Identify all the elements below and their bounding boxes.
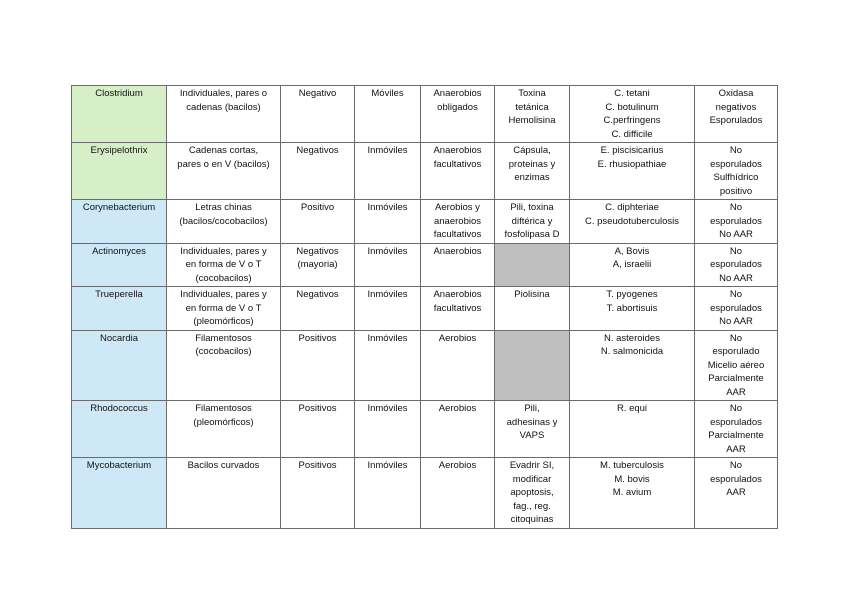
gram-cell: Negativo	[281, 86, 355, 143]
other-traits-cell: No esporulados No AAR	[695, 200, 778, 244]
morphology-cell: Bacilos curvados	[167, 458, 281, 529]
species-cell: E. piscisicarius E. rhusiopathiae	[570, 143, 695, 200]
gram-cell: Positivos	[281, 458, 355, 529]
motility-cell: Inmóviles	[355, 200, 421, 244]
genus-cell: Rhodococcus	[72, 401, 167, 458]
motility-cell: Inmóviles	[355, 330, 421, 401]
table-row	[72, 458, 778, 529]
virulence-cell: Toxina tetánica Hemolisina	[495, 86, 570, 143]
table-row	[72, 287, 778, 331]
motility-cell: Inmóviles	[355, 401, 421, 458]
gram-cell: Positivos	[281, 330, 355, 401]
other-traits-cell: No esporulados No AAR	[695, 243, 778, 287]
morphology-cell: Individuales, pares o cadenas (bacilos)	[167, 86, 281, 143]
empty-cell	[495, 243, 570, 287]
genus-cell: Trueperella	[72, 287, 167, 331]
morphology-cell: Filamentosos (pleomórficos)	[167, 401, 281, 458]
genus-cell: Corynebacterium	[72, 200, 167, 244]
gram-cell: Positivo	[281, 200, 355, 244]
species-cell: M. tuberculosis M. bovis M. avium	[570, 458, 695, 529]
morphology-cell: Individuales, pares y en forma de V o T (pleomórficos)	[167, 287, 281, 331]
genus-cell: Clostridium	[72, 86, 167, 143]
genus-cell: Erysipelothrix	[72, 143, 167, 200]
bacteria-comparison-table	[71, 85, 778, 529]
motility-cell: Inmóviles	[355, 243, 421, 287]
oxygen-cell: Aerobios	[421, 401, 495, 458]
table-row	[72, 243, 778, 287]
morphology-cell: Filamentosos (cocobacilos)	[167, 330, 281, 401]
oxygen-cell: Anaerobios facultativos	[421, 287, 495, 331]
motility-cell: Inmóviles	[355, 458, 421, 529]
motility-cell: Inmóviles	[355, 287, 421, 331]
virulence-cell: Cápsula, proteinas y enzimas	[495, 143, 570, 200]
virulence-cell: Pili, toxina diftérica y fosfolipasa D	[495, 200, 570, 244]
species-cell: R. equi	[570, 401, 695, 458]
oxygen-cell: Anaerobios	[421, 243, 495, 287]
gram-cell: Negativos	[281, 287, 355, 331]
species-cell: C. tetani C. botulinum C.perfringens C. difficile	[570, 86, 695, 143]
other-traits-cell: No esporulados No AAR	[695, 287, 778, 331]
table-row	[72, 200, 778, 244]
table-row	[72, 143, 778, 200]
genus-cell: Actinomyces	[72, 243, 167, 287]
virulence-cell: Piolisina	[495, 287, 570, 331]
other-traits-cell: No esporulado Micelio aéreo Parcialmente AAR	[695, 330, 778, 401]
gram-cell: Negativos (mayoria)	[281, 243, 355, 287]
genus-cell: Mycobacterium	[72, 458, 167, 529]
genus-cell: Nocardia	[72, 330, 167, 401]
oxygen-cell: Anaerobios facultativos	[421, 143, 495, 200]
motility-cell: Móviles	[355, 86, 421, 143]
other-traits-cell: No esporulados AAR	[695, 458, 778, 529]
virulence-cell: Evadrir SI, modificar apoptosis, fag., reg. citoquinas	[495, 458, 570, 529]
morphology-cell: Cadenas cortas, pares o en V (bacilos)	[167, 143, 281, 200]
motility-cell: Inmóviles	[355, 143, 421, 200]
other-traits-cell: No esporulados Parcialmente AAR	[695, 401, 778, 458]
oxygen-cell: Anaerobios obligados	[421, 86, 495, 143]
species-cell: C. diphteriae C. pseudotuberculosis	[570, 200, 695, 244]
table-row	[72, 330, 778, 401]
empty-cell	[495, 330, 570, 401]
table-row	[72, 401, 778, 458]
table-row	[72, 86, 778, 143]
virulence-cell: Pili, adhesinas y VAPS	[495, 401, 570, 458]
species-cell: T. pyogenes T. abortisuis	[570, 287, 695, 331]
gram-cell: Positivos	[281, 401, 355, 458]
other-traits-cell: No esporulados Sulfhídrico positivo	[695, 143, 778, 200]
species-cell: N. asteroides N. salmonicida	[570, 330, 695, 401]
oxygen-cell: Aerobios y anaerobios facultativos	[421, 200, 495, 244]
species-cell: A, Bovis A, israelii	[570, 243, 695, 287]
gram-cell: Negativos	[281, 143, 355, 200]
oxygen-cell: Aerobios	[421, 458, 495, 529]
morphology-cell: Individuales, pares y en forma de V o T (cocobacilos)	[167, 243, 281, 287]
morphology-cell: Letras chinas (bacilos/cocobacilos)	[167, 200, 281, 244]
oxygen-cell: Aerobios	[421, 330, 495, 401]
other-traits-cell: Oxidasa negativos Esporulados	[695, 86, 778, 143]
